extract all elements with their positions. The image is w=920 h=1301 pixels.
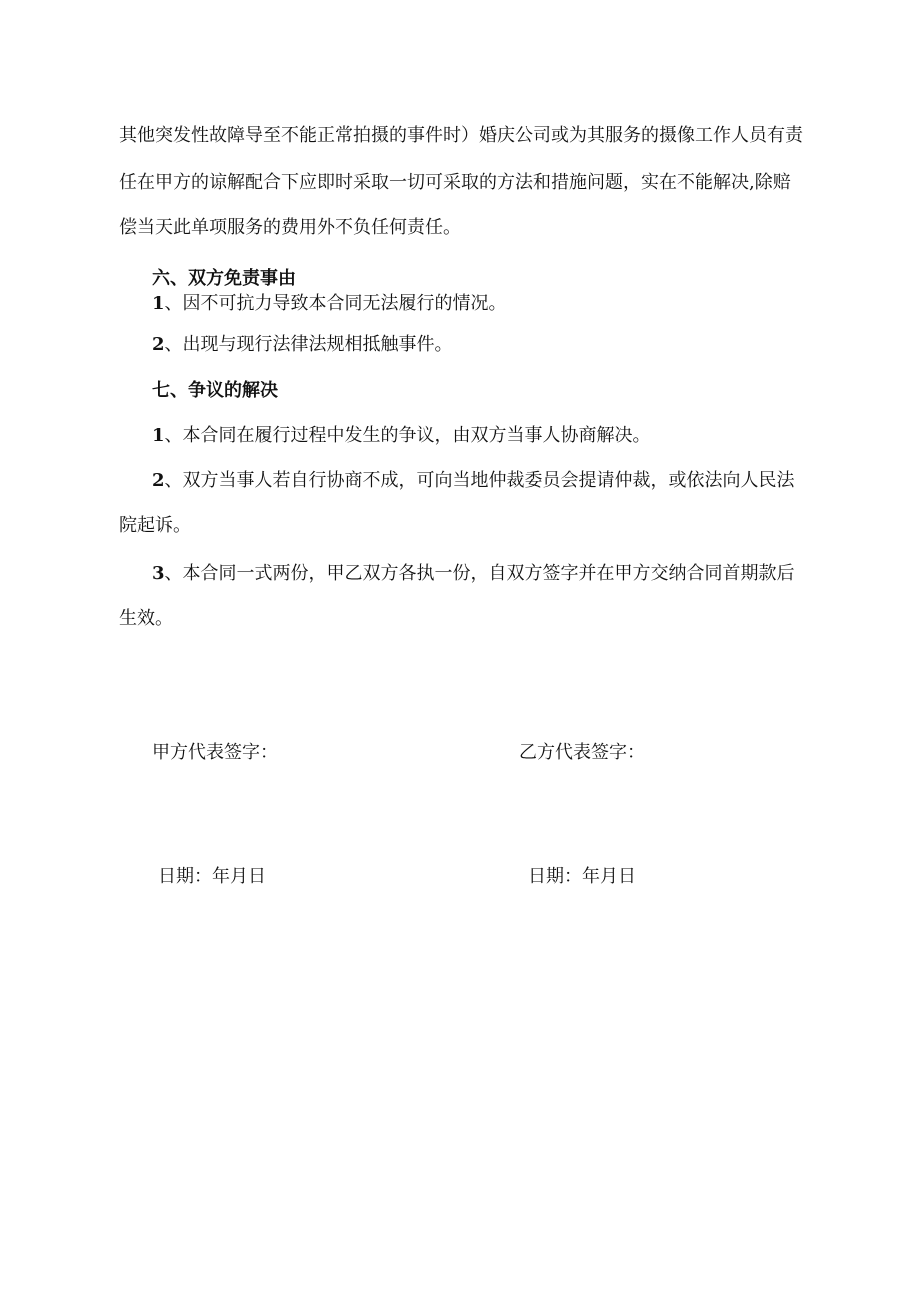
party-b-signature-label: 乙方代表签字： <box>519 742 645 763</box>
item-text: 、本合同在履行过程中发生的争议，由双方当事人协商解决。 <box>164 425 651 446</box>
item-number: 2 <box>152 470 165 491</box>
item-text: 、本合同一式两份，甲乙双方各执一份，自双方签字并在甲方交纳合同首期款后 <box>164 563 795 584</box>
section-7-item-2-continuation: 院起诉。 <box>119 515 191 536</box>
item-text: 、双方当事人若自行协商不成，可向当地仲裁委员会提请仲裁，或依法向人民法 <box>164 470 795 491</box>
section-6-item-1 <box>152 293 507 315</box>
section-7-heading: 七、争议的解决 <box>152 380 278 401</box>
continuation-line-3: 偿当天此单项服务的费用外不负任何责任。 <box>119 217 461 238</box>
party-a-signature-label: 甲方代表签字： <box>152 742 278 763</box>
section-7-item-3 <box>152 563 795 585</box>
party-a-date-label: 日期：年月日 <box>158 866 266 887</box>
item-number: 3 <box>152 563 165 584</box>
section-7-item-2 <box>152 470 795 492</box>
section-6-heading: 六、双方免责事由 <box>152 268 296 289</box>
section-7-item-1 <box>152 425 651 447</box>
continuation-line-1: 其他突发性故障导至不能正常拍摄的事件时）婚庆公司或为其服务的摄像工作人员有责 <box>119 125 803 146</box>
section-6-item-2 <box>152 334 453 356</box>
section-7-item-3-continuation: 生效。 <box>119 608 173 629</box>
item-number: 1 <box>152 425 165 446</box>
item-number: 1 <box>152 293 165 314</box>
party-b-date-label: 日期：年月日 <box>528 866 636 887</box>
item-text: 、出现与现行法律法规相抵触事件。 <box>164 334 453 355</box>
item-text: 、因不可抗力导致本合同无法履行的情况。 <box>164 293 507 314</box>
continuation-line-2: 任在甲方的谅解配合下应即时采取一切可采取的方法和措施问题，实在不能解决,除赔 <box>119 172 791 193</box>
item-number: 2 <box>152 334 165 355</box>
